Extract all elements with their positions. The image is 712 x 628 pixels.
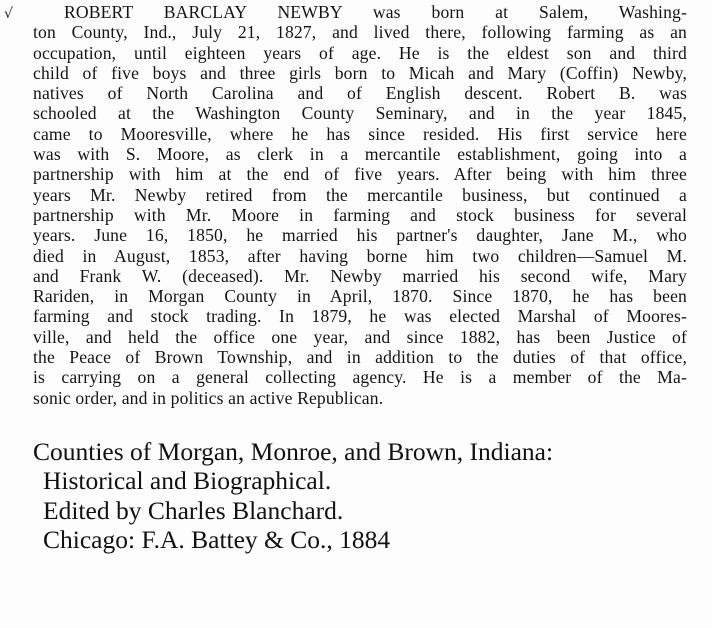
biography-line: schooled at the Washington County Seminary, and in the year 1845,	[33, 103, 687, 124]
biography-line: ton County, Ind., July 21, 1827, and lived there, following farming as an	[33, 22, 687, 43]
biography-line: ROBERT BARCLAY NEWBY was born at Salem, Washing-	[64, 2, 687, 22]
biography-line: partnership with him at the end of five years. After being with him three	[33, 164, 687, 185]
biography-line: farming and stock trading. In 1879, he was elected Marshal of Moores-	[33, 306, 687, 327]
biography-line: occupation, until eighteen years of age. He is the eldest son and third	[33, 42, 687, 63]
citation-publisher: Chicago: F.A. Battey & Co., 1884	[43, 525, 391, 555]
biography-line: years. June 16, 1850, he married his partner's daughter, Jane M., who	[33, 225, 687, 246]
biography-line: died in August, 1853, after having borne him two children—Samuel M.	[33, 245, 687, 266]
source-citation	[33, 437, 693, 555]
citation-editor: Edited by Charles Blanchard.	[43, 495, 344, 525]
biography-line: came to Mooresville, where he has since resided. His first service here	[33, 123, 687, 144]
biography-line: is carrying on a general collecting agency. He is a member of the Ma-	[33, 367, 687, 388]
biography-line: child of five boys and three girls born to Micah and Mary (Coffin) Newby,	[33, 62, 687, 83]
biography-line: Rariden, in Morgan County in April, 1870. Since 1870, he has been	[33, 286, 687, 307]
biography-line: partnership with Mr. Moore in farming and stock business for several	[33, 204, 687, 225]
biography-line: sonic order, and in politics an active Republican.	[33, 387, 384, 408]
biography-line: was with S. Moore, as clerk in a mercantile establishment, going into a	[33, 144, 687, 165]
biography-line: and Frank W. (deceased). Mr. Newby married his second wife, Mary	[33, 265, 687, 286]
check-mark: √	[4, 6, 13, 22]
citation-subtitle: Historical and Biographical.	[43, 466, 332, 496]
biography-line: years Mr. Newby retired from the mercantile business, but continued a	[33, 184, 687, 205]
citation-title: Counties of Morgan, Monroe, and Brown, Indiana:	[33, 437, 554, 466]
biography-paragraph	[33, 2, 687, 408]
biography-line: natives of North Carolina and of English descent. Robert B. was	[33, 83, 687, 104]
biography-line: ville, and held the office one year, and since 1882, has been Justice of	[33, 326, 687, 347]
biography-line: the Peace of Brown Township, and in addition to the duties of that office,	[33, 347, 687, 368]
